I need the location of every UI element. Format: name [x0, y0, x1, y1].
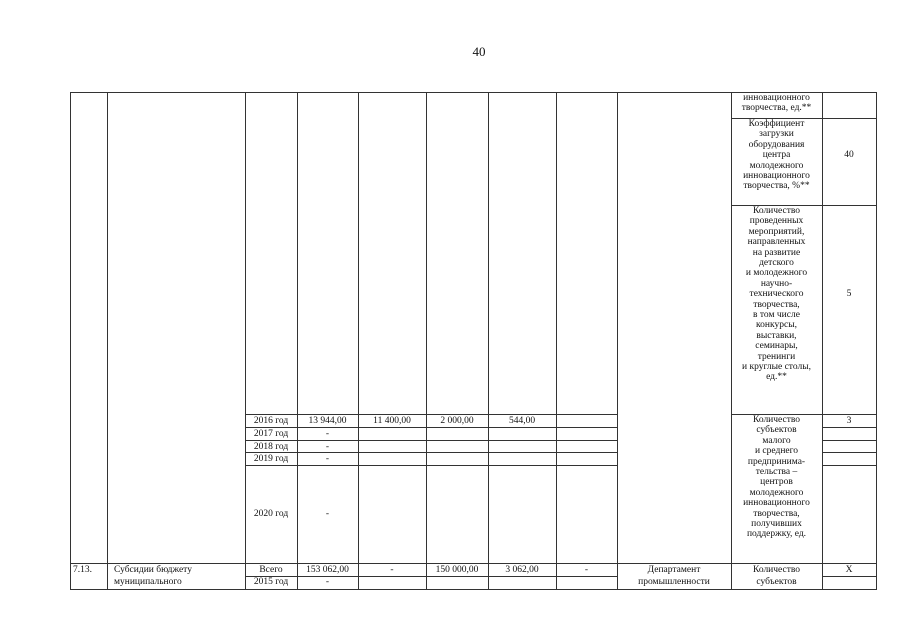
indicator-text: творчества,	[753, 299, 800, 310]
col-line	[107, 92, 108, 590]
amount-cell: 2 000,00	[440, 416, 474, 426]
amount-cell: -	[325, 442, 330, 452]
indicator-text: Количество	[752, 415, 801, 425]
col-line	[617, 92, 618, 590]
indicator-text: проведенных	[749, 216, 804, 227]
indicator-text: семинары,	[755, 341, 798, 352]
value-row-line	[822, 427, 877, 428]
indicator-text: и среднего	[754, 446, 799, 457]
col-line	[556, 92, 557, 590]
amount-cell: 150 000,00	[435, 565, 479, 575]
indicator-text: технического	[749, 289, 804, 300]
col-line	[488, 92, 489, 590]
col-line	[822, 92, 823, 590]
amount-cell: 3 062,00	[505, 565, 539, 575]
year-row-line	[245, 440, 618, 441]
indicator-text: выставки,	[756, 330, 797, 341]
amount-cell: 13 944,00	[308, 416, 347, 426]
executor-text: промышленности	[638, 577, 710, 587]
indicator-text: субъектов	[756, 425, 797, 436]
indicator-text: и молодежного	[745, 268, 808, 279]
indicator-text: получивших	[751, 519, 802, 529]
year-row-line	[245, 427, 618, 428]
indicator-text: Количество	[752, 206, 801, 216]
indicator-text: центров	[760, 477, 793, 488]
indicator-text: загрузки	[759, 129, 794, 140]
indicator-value: 3	[846, 416, 852, 426]
year-row-line	[245, 414, 618, 415]
indicator-text: инновационного	[743, 171, 810, 181]
year-label: 2018 год	[253, 442, 289, 452]
amount-cell: -	[325, 454, 330, 464]
indicator-text: субъектов	[756, 577, 797, 587]
amount-cell: 153 062,00	[306, 565, 349, 575]
indicator-text: и круглые столы,	[742, 362, 811, 372]
indicator-text: научно-	[760, 278, 793, 289]
amount-cell: -	[325, 577, 330, 587]
indicator-text: конкурсы,	[756, 320, 797, 331]
item-name: муниципального	[114, 577, 182, 587]
indicator-text: тельства –	[755, 467, 798, 477]
indicator-text: инновационного	[743, 93, 810, 103]
indicator-text: направленных	[747, 237, 806, 248]
indicator-text: мероприятий,	[748, 226, 805, 237]
year-label: 2020 год	[253, 509, 289, 519]
amount-cell: 11 400,00	[373, 416, 411, 426]
table-bottom-line	[70, 589, 877, 590]
item-name: Субсидии бюджету	[114, 565, 192, 575]
amount-cell: -	[325, 429, 330, 439]
value-row-line	[822, 576, 877, 577]
indicator-text: творчества, ед.**	[741, 103, 812, 114]
indicator-text: оборудования	[748, 139, 805, 150]
indicator-text: ед.**	[766, 372, 787, 383]
indicator-value: Х	[845, 565, 853, 575]
amount-cell: -	[325, 509, 330, 519]
indicator-text: Количество	[752, 565, 801, 575]
value-row-line	[822, 465, 877, 466]
indicator-text: на развитие	[752, 247, 801, 258]
indicator-text: инновационного	[743, 498, 810, 509]
year-label: 2019 год	[253, 454, 289, 464]
year-label: 2017 год	[253, 429, 289, 439]
indicator-text: детского	[759, 258, 794, 268]
year-label: 2016 год	[253, 416, 289, 426]
year-label: Всего	[259, 565, 283, 575]
indicator-text: в том числе	[753, 310, 800, 320]
page-number: 40	[472, 44, 486, 59]
year-row-line	[245, 465, 618, 466]
indicator-text: предпринима-	[747, 456, 806, 467]
item-number: 7.13.	[73, 565, 92, 575]
value-row-line	[822, 452, 877, 453]
value-row-line	[822, 440, 877, 441]
col-line	[358, 92, 359, 590]
col-line	[876, 92, 877, 590]
indicator-text: поддержку, ед.	[746, 529, 807, 540]
indicator-text: творчества,	[753, 508, 800, 519]
indicator-value: 5	[846, 289, 852, 300]
col-line	[70, 92, 71, 590]
indicator-value: 40	[844, 150, 854, 161]
executor-text: Департамент	[647, 565, 701, 575]
amount-cell: 544,00	[508, 416, 536, 426]
indicator-text: молодежного	[749, 487, 804, 498]
col-line	[426, 92, 427, 590]
indicator-text: творчества, %**	[743, 181, 810, 192]
item-row-line	[70, 563, 877, 564]
indicator-text: тренинги	[757, 351, 796, 362]
indicator-text: молодежного	[749, 160, 804, 171]
indicator-text: малого	[762, 435, 791, 446]
amount-cell: -	[390, 565, 394, 575]
year-label: 2015 год	[253, 577, 289, 587]
indicator-text: центра	[762, 150, 791, 161]
indicator-text: Коэффициент	[748, 119, 805, 129]
amount-cell: -	[584, 565, 589, 575]
